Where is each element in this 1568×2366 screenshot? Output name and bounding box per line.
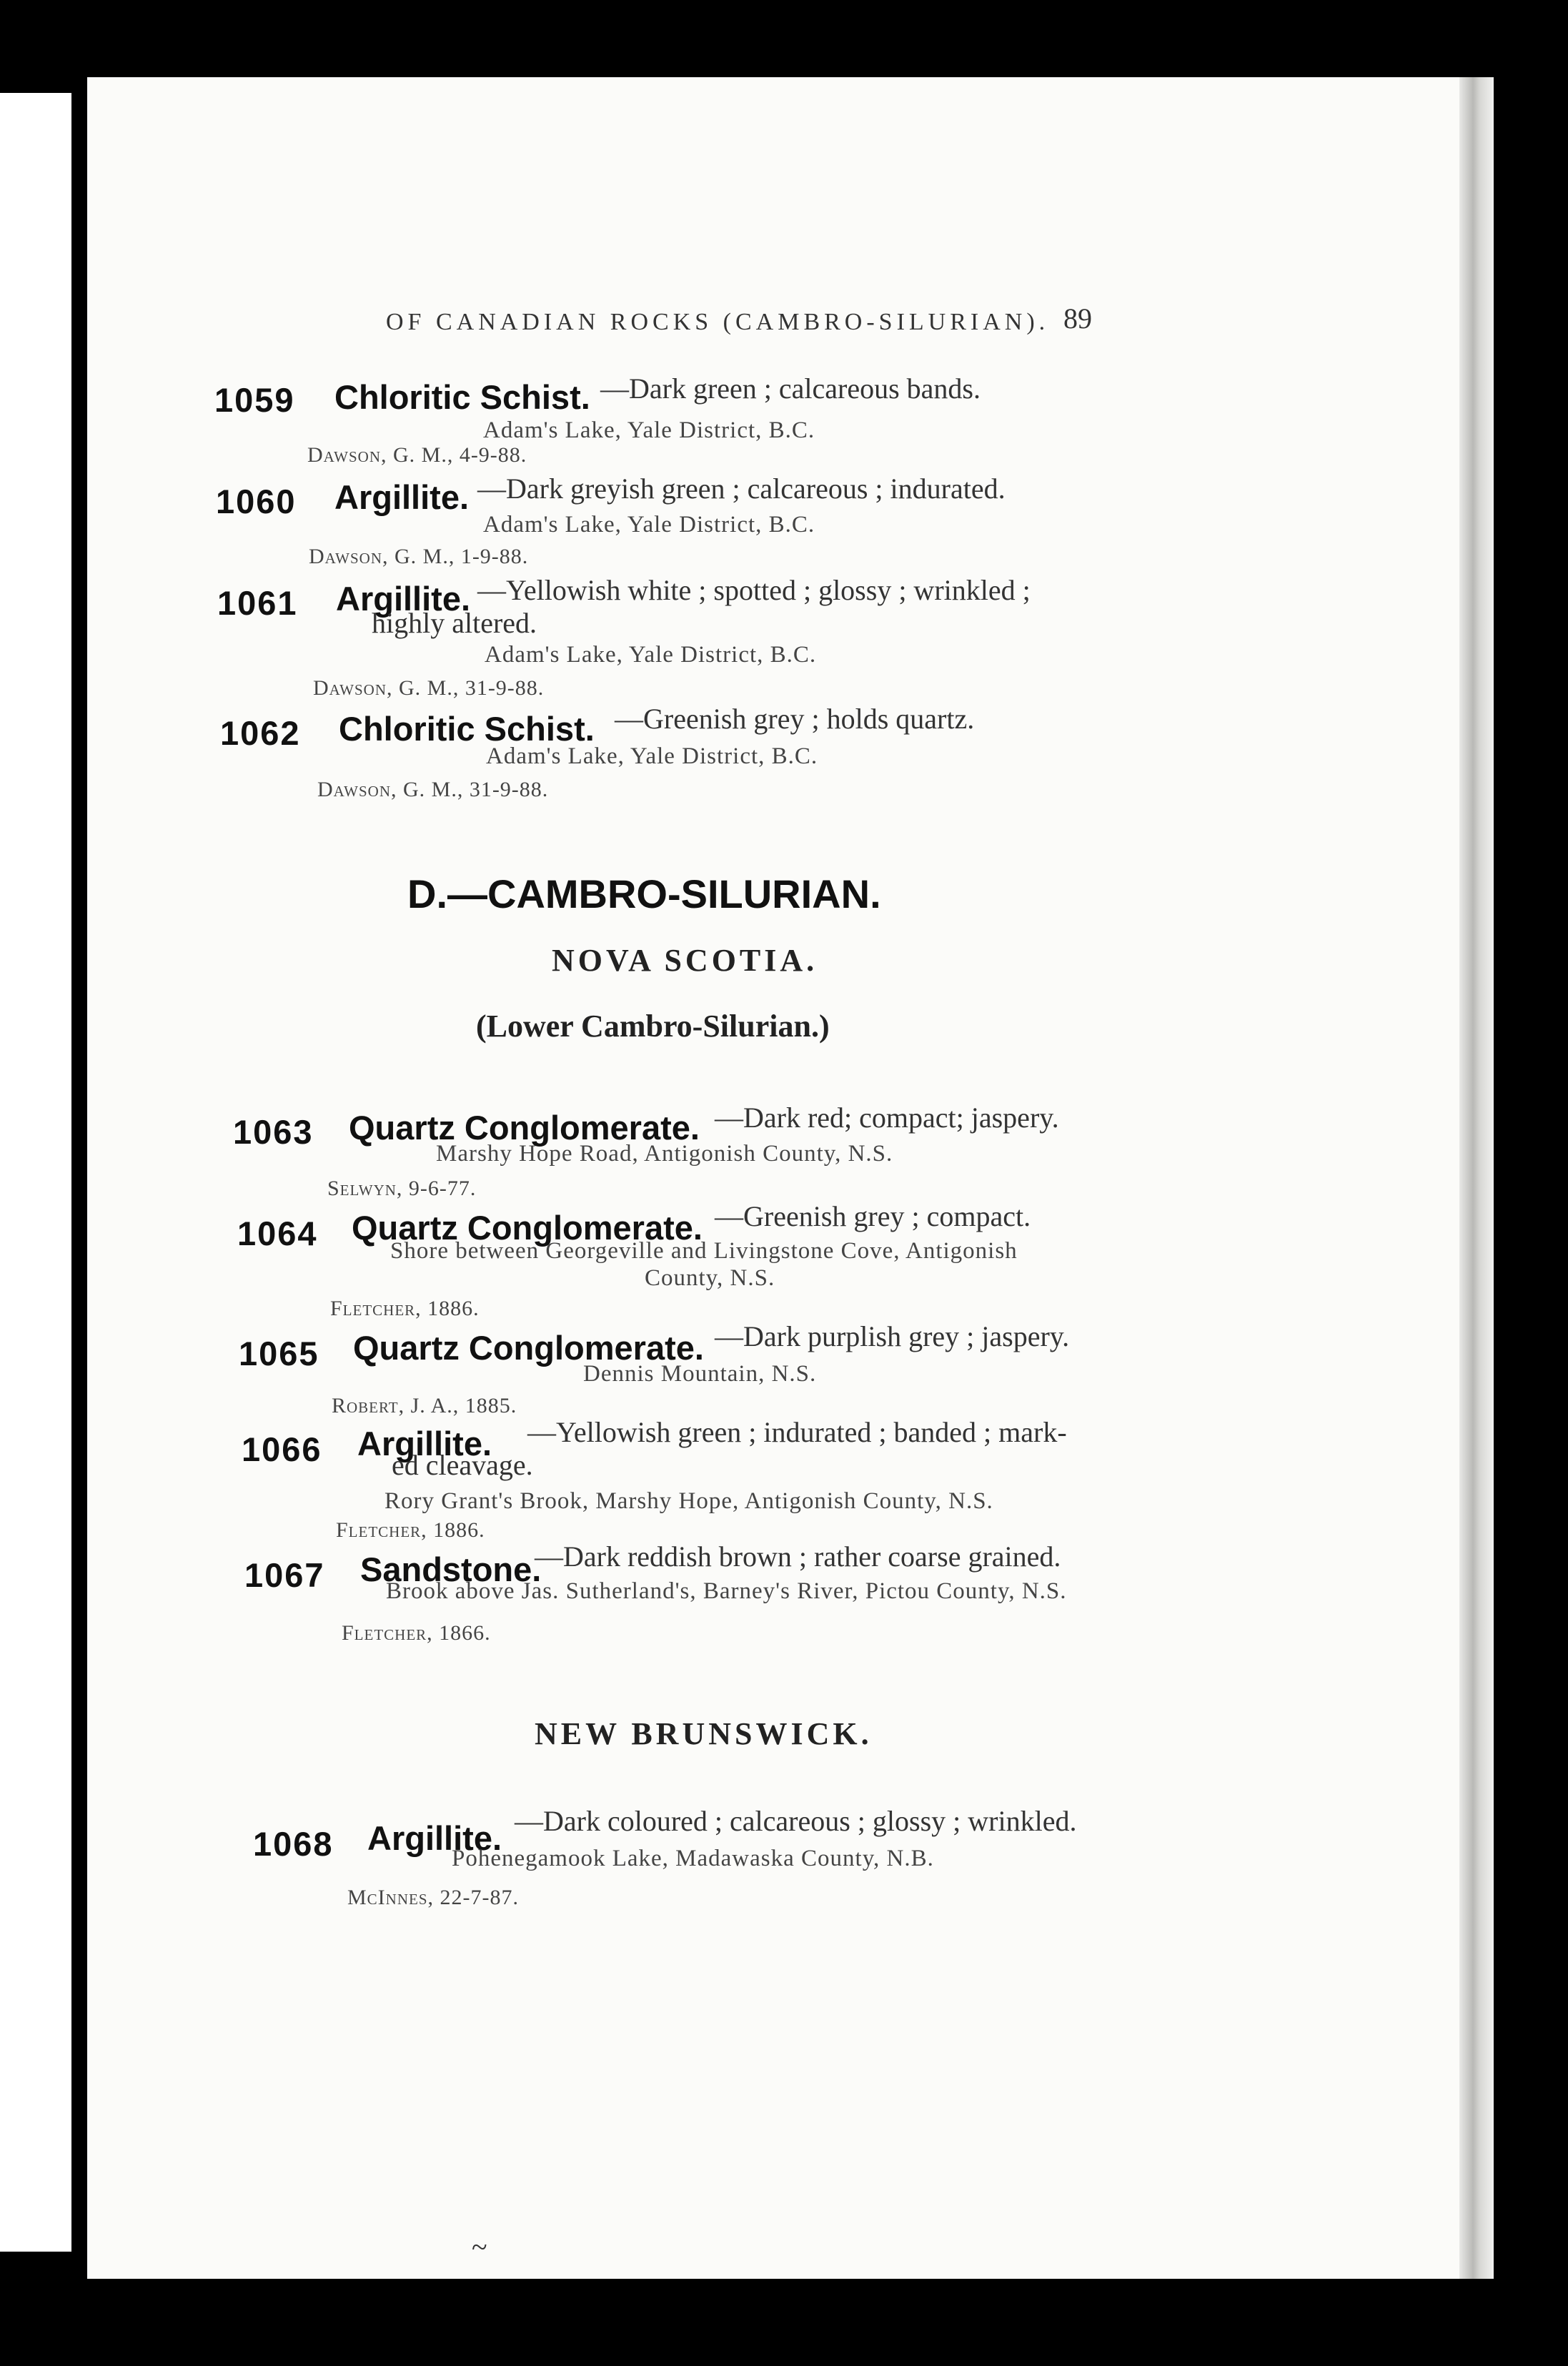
entry-description: —Dark greyish green ; calcareous ; indurated. [477,472,1006,505]
page [87,77,1488,2279]
entry-description: —Yellowish white ; spotted ; glossy ; wrinkled ; [477,574,1031,606]
entry-number: 1067 [244,1556,325,1594]
entry-collector: Fletcher, 1866. [342,1621,491,1645]
previous-page-edge [0,93,71,2252]
entry-number: 1066 [242,1430,322,1468]
entry-description: —Dark reddish brown ; rather coarse grained. [535,1540,1061,1573]
entry-locality-continued: County, N.S. [645,1265,775,1291]
entry-description: —Dark purplish grey ; jaspery. [715,1320,1070,1352]
entry-locality: Marshy Hope Road, Antigonish County, N.S. [436,1141,893,1167]
entry-description: —Greenish grey ; compact. [715,1200,1031,1232]
footer-mark: ~ [472,2231,487,2263]
entry-locality: Adam's Lake, Yale District, B.C. [483,417,815,443]
entry-locality: Rory Grant's Brook, Marshy Hope, Antigonish County, N.S. [384,1488,993,1514]
entry-description: —Greenish grey ; holds quartz. [615,703,975,735]
entry-locality: Brook above Jas. Sutherland's, Barney's River, Pictou County, N.S. [386,1578,1067,1604]
entry-number: 1068 [253,1825,334,1863]
entry-number: 1065 [239,1335,319,1372]
entry-number: 1062 [220,714,301,752]
entry-collector: Fletcher, 1886. [336,1518,485,1542]
section-heading: D.—CAMBRO-SILURIAN. [407,871,881,916]
entry-collector: Dawson, G. M., 4-9-88. [307,443,527,467]
entry-number: 1060 [216,482,297,520]
entry-name: Quartz Conglomerate. [349,1109,700,1147]
entry-name: Sandstone. [360,1550,542,1588]
entry-collector: Dawson, G. M., 31-9-88. [313,676,545,700]
entry-locality: Pohenegamook Lake, Madawaska County, N.B. [452,1846,934,1871]
entry-description-continued: ed cleavage. [392,1449,533,1481]
entry-description: —Yellowish green ; indurated ; banded ; mark- [527,1416,1067,1448]
entry-collector: Selwyn, 9-6-77. [327,1177,477,1200]
entry-collector: Dawson, G. M., 31-9-88. [317,778,549,801]
entry-name: Argillite. [367,1819,502,1857]
running-head: OF CANADIAN ROCKS (CAMBRO-SILURIAN). [386,309,1050,335]
entry-description-continued: highly altered. [372,607,537,639]
entry-locality: Adam's Lake, Yale District, B.C. [486,743,818,769]
page-number: 89 [1063,302,1092,335]
entry-collector: Robert, J. A., 1885. [332,1394,517,1417]
region-heading-new-brunswick: NEW BRUNSWICK. [535,1716,873,1751]
entry-collector: Fletcher, 1886. [330,1297,480,1320]
entry-name: Quartz Conglomerate. [353,1329,704,1367]
entry-name: Argillite. [334,478,470,516]
entry-name: Chloritic Schist. [339,710,595,748]
entry-description: —Dark coloured ; calcareous ; glossy ; wrinkled. [515,1805,1077,1837]
entry-description: —Dark red; compact; jaspery. [715,1102,1059,1134]
entry-locality: Adam's Lake, Yale District, B.C. [485,642,817,668]
entry-number: 1063 [233,1113,314,1151]
entry-name: Quartz Conglomerate. [352,1209,703,1247]
entry-collector: McInnes, 22-7-87. [347,1886,519,1909]
entry-locality: Shore between Georgeville and Livingstone Cove, Antigonish [390,1238,1018,1264]
entry-collector: Dawson, G. M., 1-9-88. [309,545,529,568]
entry-number: 1059 [214,381,295,419]
entry-name: Argillite. [357,1425,492,1462]
entry-locality: Adam's Lake, Yale District, B.C. [483,512,815,538]
entry-number: 1064 [237,1214,318,1252]
subheading: (Lower Cambro-Silurian.) [476,1009,830,1044]
entry-name: Argillite. [336,580,471,618]
entry-locality: Dennis Mountain, N.S. [583,1361,817,1387]
region-heading-nova-scotia: NOVA SCOTIA. [552,943,818,978]
entry-name: Chloritic Schist. [334,378,590,416]
entry-description: —Dark green ; calcareous bands. [600,372,981,405]
page-binding-edge [1459,77,1494,2279]
entry-number: 1061 [217,584,298,622]
